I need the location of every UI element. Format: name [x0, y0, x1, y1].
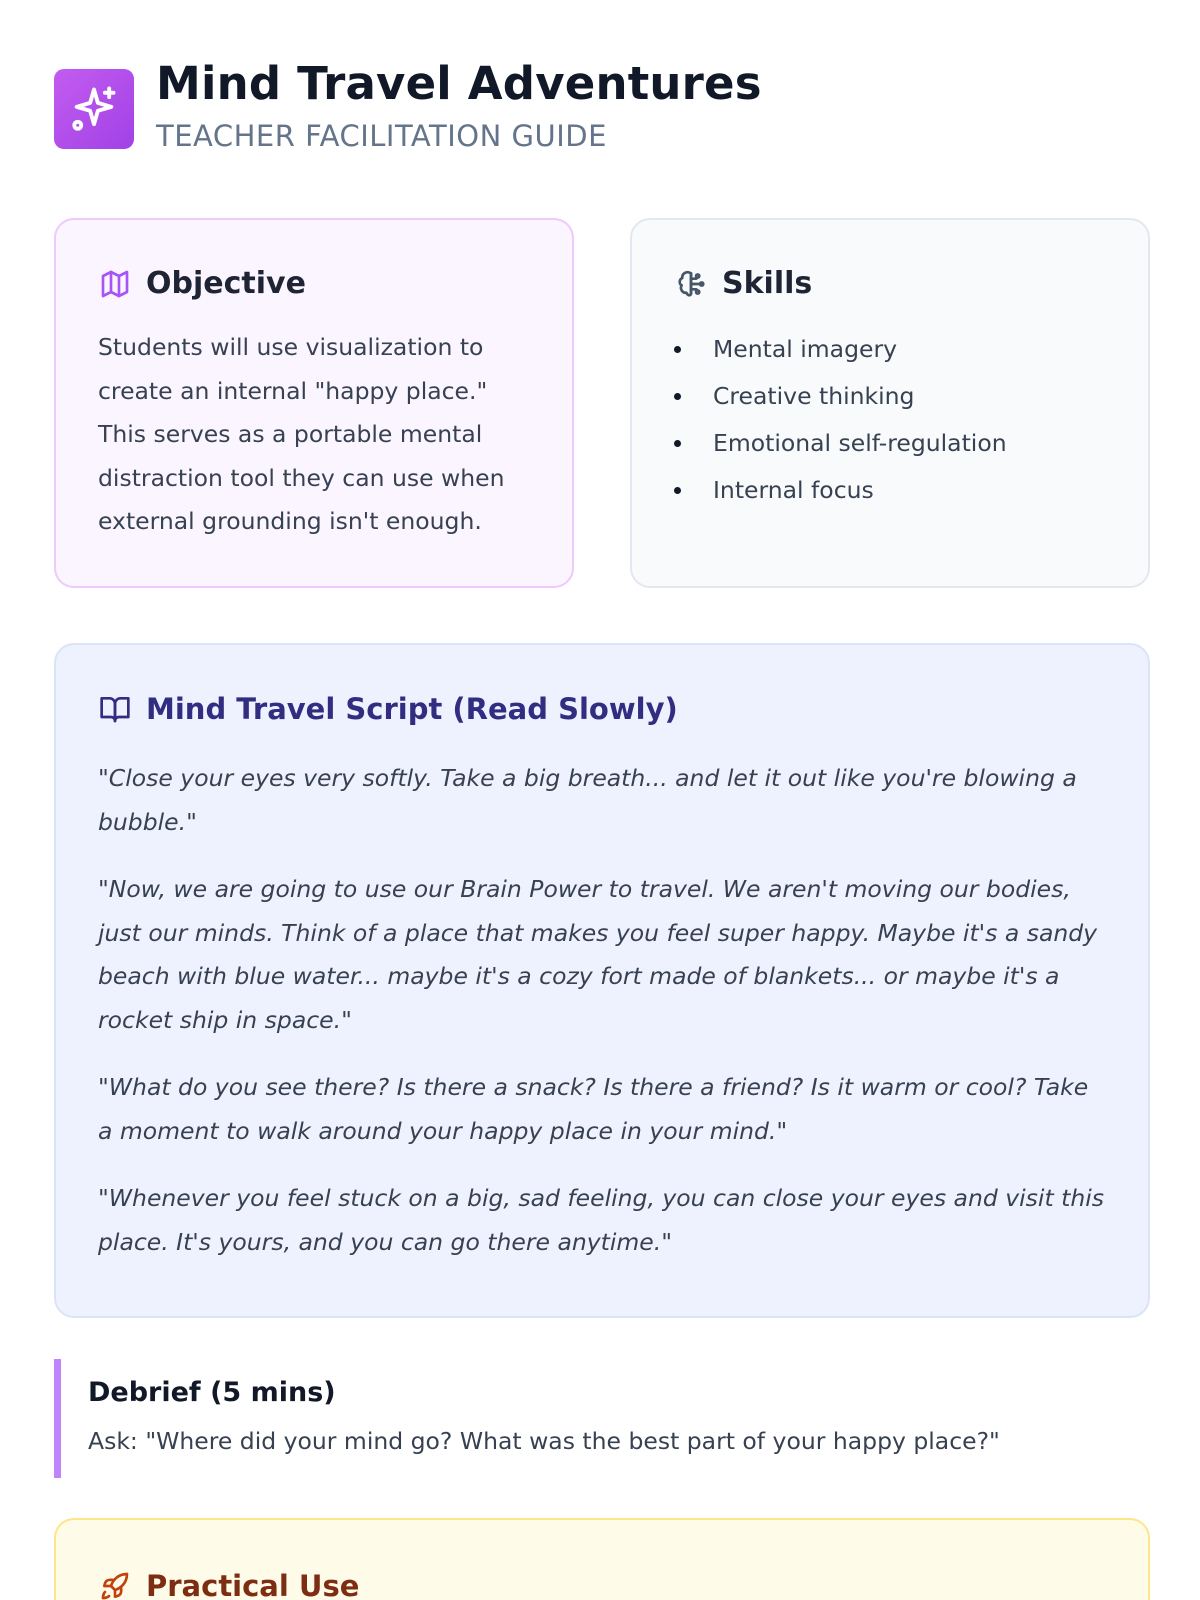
- rocket-icon: [98, 1569, 132, 1600]
- objective-heading: [98, 264, 532, 304]
- debrief-section: [54, 1359, 1150, 1478]
- practical-heading-text: Practical Use: [146, 1569, 360, 1600]
- list-item: Mental imagery: [674, 326, 1108, 373]
- skills-heading-text: Skills: [722, 266, 813, 301]
- debrief-heading: Debrief (5 mins): [88, 1377, 336, 1408]
- list-item: Emotional self-regulation: [674, 420, 1108, 467]
- script-card: [54, 643, 1150, 1318]
- objective-heading-text: Objective: [146, 266, 306, 301]
- map-icon: [98, 267, 132, 301]
- page-subtitle: TEACHER FACILITATION GUIDE: [156, 119, 607, 153]
- script-paragraph: "Whenever you feel stuck on a big, sad feeling, you can close your eyes and visit this place. It's yours, and you can go there anytime.": [98, 1184, 1105, 1256]
- brain-icon: [674, 267, 708, 301]
- book-open-icon: [98, 692, 132, 726]
- objective-text: Students will use visualization to create an internal "happy place." This serves as a portable mental distraction tool they can use when external grounding isn't enough.: [98, 333, 505, 535]
- list-item: Creative thinking: [674, 373, 1108, 420]
- list-item: Internal focus: [674, 467, 1108, 514]
- skills-card: [630, 218, 1150, 588]
- objective-card: [54, 218, 574, 588]
- skills-list: [674, 326, 1108, 514]
- page-header: [54, 56, 762, 156]
- script-paragraph: "Now, we are going to use our Brain Power to travel. We aren't moving our bodies, just our minds. Think of a place that makes you feel super happy. Maybe it's a sandy beach with blue water... maybe it's a cozy fort made of blankets... or maybe it's a rocket ship in space.": [98, 875, 1098, 1034]
- practical-use-card: [54, 1518, 1150, 1600]
- script-paragraph: "Close your eyes very softly. Take a big breath... and let it out like you're blowing a bubble.": [98, 764, 1077, 836]
- debrief-text: Ask: "Where did your mind go? What was the best part of your happy place?": [88, 1427, 1000, 1455]
- page-title: Mind Travel Adventures: [156, 57, 762, 110]
- practical-heading: [98, 1566, 1108, 1600]
- script-heading-text: Mind Travel Script (Read Slowly): [146, 692, 678, 726]
- script-paragraph: "What do you see there? Is there a snack? Is there a friend? Is it warm or cool? Take a moment to walk around your happy place in your mind.": [98, 1073, 1089, 1145]
- script-heading: [98, 689, 1108, 729]
- skills-heading: [674, 264, 1108, 304]
- sparkles-icon: [54, 69, 134, 149]
